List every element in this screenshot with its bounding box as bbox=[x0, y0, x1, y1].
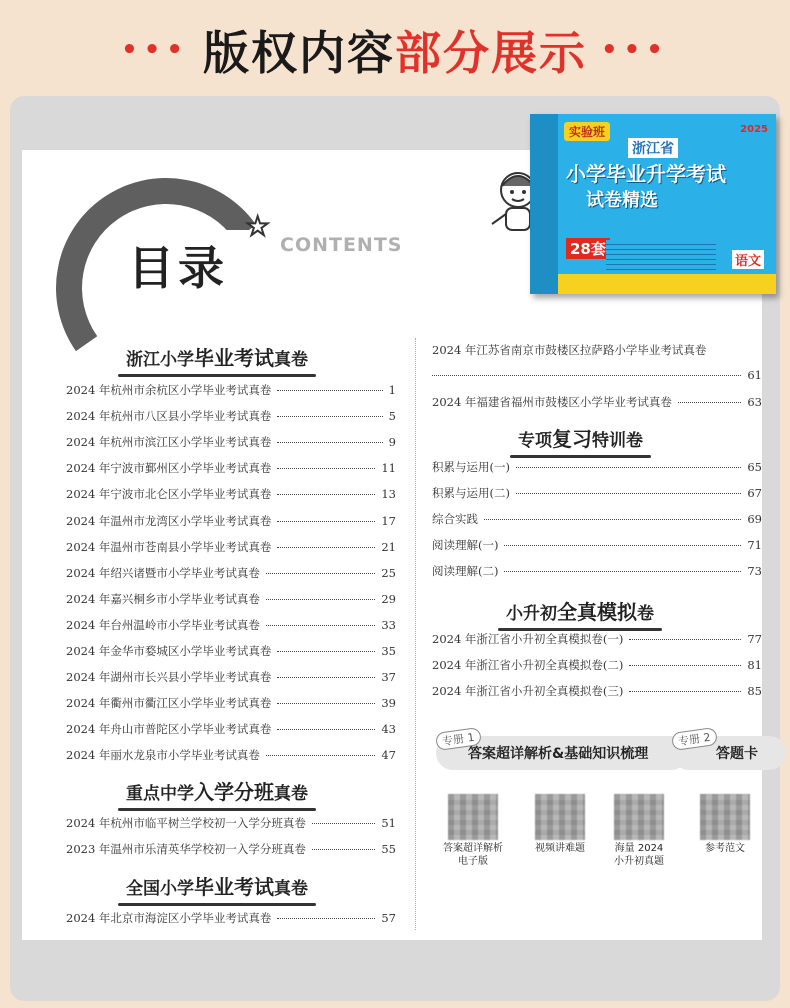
booklet-2-label: 答题卡 bbox=[716, 746, 758, 762]
toc-item[interactable]: 2024 年江苏省南京市鼓楼区拉萨路小学毕业考试真卷 bbox=[432, 343, 707, 357]
toc-item-page: 35 bbox=[381, 644, 396, 658]
column-divider bbox=[415, 338, 416, 930]
toc-item[interactable] bbox=[66, 513, 396, 529]
toc-item[interactable] bbox=[66, 643, 396, 659]
toc-leader-dots bbox=[266, 755, 375, 756]
toc-leader-dots bbox=[266, 599, 375, 600]
qr-code-icon[interactable] bbox=[614, 794, 664, 840]
toc-item-page: 77 bbox=[747, 632, 762, 646]
toc-item-label: 2024 年绍兴诸暨市小学毕业考试真卷 bbox=[66, 565, 260, 580]
toc-leader-dots bbox=[312, 849, 375, 850]
toc-item-label: 2024 年浙江省小升初全真模拟卷(二) bbox=[432, 658, 624, 672]
qr-label: 参考范文 bbox=[705, 843, 745, 854]
toc-leader-dots bbox=[277, 651, 375, 652]
toc-item[interactable]: 2024 年福建省福州市鼓楼区小学毕业考试真卷 63 bbox=[432, 395, 762, 409]
book-subtitle: 试卷精选 bbox=[586, 190, 658, 211]
toc-item-label: 2024 年嘉兴桐乡市小学毕业考试真卷 bbox=[66, 591, 260, 606]
banner-title-black: 版权内容 bbox=[203, 26, 395, 80]
toc-leader-dots bbox=[516, 493, 741, 494]
toc-item-page: 43 bbox=[381, 722, 396, 737]
qr-label: 海量 2024 小升初真题 bbox=[614, 843, 664, 867]
toc-leader-dots bbox=[629, 665, 741, 666]
toc-item[interactable] bbox=[66, 382, 396, 398]
toc-item-label: 阅读理解(一) bbox=[432, 538, 499, 552]
qr-label: 答案超详解析 电子版 bbox=[443, 843, 503, 867]
toc-item[interactable] bbox=[66, 539, 396, 555]
star-icon: ★ bbox=[246, 212, 270, 242]
toc-item[interactable] bbox=[432, 537, 762, 553]
toc-item[interactable] bbox=[432, 485, 762, 501]
toc-item-label: 2024 年浙江省小升初全真模拟卷(一) bbox=[432, 632, 624, 646]
toc-item[interactable] bbox=[66, 591, 396, 607]
toc-item-label: 2024 年温州市龙湾区小学毕业考试真卷 bbox=[66, 513, 272, 528]
toc-leader-dots bbox=[277, 442, 382, 443]
toc-item-page: 1 bbox=[388, 383, 396, 397]
toc-item[interactable] bbox=[66, 910, 396, 926]
toc-item-page: 55 bbox=[381, 842, 396, 856]
section-title-national: 全国小学毕业考试真卷 bbox=[126, 871, 308, 900]
toc-item-page: 57 bbox=[381, 911, 396, 925]
section-title-mock: 小升初全真模拟卷 bbox=[506, 596, 654, 625]
toc-leader-dots bbox=[277, 918, 375, 919]
toc-leader-dots bbox=[484, 519, 741, 520]
toc-item-page: 25 bbox=[381, 565, 396, 580]
toc-item-label: 2024 年杭州市临平树兰学校初一入学分班真卷 bbox=[66, 816, 306, 830]
top-banner bbox=[0, 0, 790, 100]
banner-title-red: 部分展示 bbox=[395, 26, 587, 80]
toc-leader-dots bbox=[504, 571, 741, 572]
toc-leader-dots bbox=[277, 390, 382, 391]
toc-leader-dots bbox=[277, 729, 375, 730]
toc-item-label: 2024 年金华市婺城区小学毕业考试真卷 bbox=[66, 644, 272, 658]
toc-leader-dots bbox=[312, 823, 375, 824]
toc-item-page: 85 bbox=[747, 684, 762, 698]
book-title: 小学毕业升学考试 bbox=[566, 162, 726, 186]
book-count: 28套 bbox=[566, 238, 610, 259]
toc-item-label: 积累与运用(二) bbox=[432, 486, 510, 500]
book-cover bbox=[530, 114, 776, 294]
toc-item[interactable] bbox=[66, 747, 396, 763]
toc-item-label: 2023 年温州市乐清英华学校初一入学分班真卷 bbox=[66, 842, 306, 856]
toc-item-page: 13 bbox=[381, 487, 396, 502]
toc-item-label: 2024 年北京市海淀区小学毕业考试真卷 bbox=[66, 911, 272, 925]
toc-item-page: 69 bbox=[747, 512, 762, 526]
toc-item-page: 51 bbox=[381, 816, 396, 830]
toc-item[interactable] bbox=[432, 459, 762, 475]
qr-label: 视频讲难题 bbox=[535, 843, 585, 854]
qr-code-icon[interactable] bbox=[700, 794, 750, 840]
toc-item[interactable] bbox=[66, 669, 396, 685]
toc-leader-dots bbox=[629, 691, 741, 692]
toc-item-page: 67 bbox=[747, 486, 762, 500]
toc-leader-dots bbox=[266, 573, 375, 574]
toc-item[interactable] bbox=[432, 683, 762, 699]
toc-item-page: 21 bbox=[381, 539, 396, 554]
toc-item[interactable] bbox=[66, 408, 396, 424]
section-title-keypoint: 重点中学入学分班真卷 bbox=[126, 776, 308, 805]
toc-item[interactable] bbox=[66, 565, 396, 581]
toc-item-page: 17 bbox=[381, 513, 396, 528]
book-subject: 语文 bbox=[732, 250, 764, 269]
toc-item-label: 2024 年湖州市长兴县小学毕业考试真卷 bbox=[66, 670, 272, 685]
toc-item-label: 2024 年台州温岭市小学毕业考试真卷 bbox=[66, 617, 260, 632]
book-bottom-band bbox=[558, 274, 776, 294]
toc-item[interactable] bbox=[66, 486, 396, 502]
book-spine bbox=[530, 114, 558, 294]
toc-item-page: 39 bbox=[381, 696, 396, 711]
toc-item-label: 2024 年杭州市八区县小学毕业考试真卷 bbox=[66, 409, 272, 424]
toc-leader-dots bbox=[277, 494, 375, 495]
toc-leader-dots bbox=[277, 416, 382, 417]
toc-heading: 目录 bbox=[128, 241, 228, 295]
book-province: 浙江省 bbox=[628, 138, 678, 158]
toc-item-label: 2024 年浙江省小升初全真模拟卷(三) bbox=[432, 684, 624, 698]
booklet-2-pill bbox=[672, 730, 786, 770]
toc-item-page: 29 bbox=[381, 591, 396, 606]
toc-leader-dots bbox=[504, 545, 741, 546]
qr-code-icon[interactable] bbox=[448, 794, 498, 840]
toc-item-page: 33 bbox=[381, 617, 396, 632]
book-tag: 实验班 bbox=[564, 122, 610, 141]
toc-item-page: 9 bbox=[388, 435, 396, 450]
toc-item-page: 71 bbox=[747, 538, 762, 552]
toc-item[interactable] bbox=[66, 721, 396, 737]
toc-item-label: 2024 年宁波市鄞州区小学毕业考试真卷 bbox=[66, 461, 272, 476]
section-title-special: 专项复习特训卷 bbox=[518, 423, 643, 452]
contents-label: CONTENTS bbox=[280, 234, 403, 256]
toc-item-label: 2024 年宁波市北仑区小学毕业考试真卷 bbox=[66, 487, 272, 502]
toc-item[interactable] bbox=[432, 563, 762, 579]
banner-dots-left: ••• bbox=[121, 35, 189, 65]
toc-item-continuation[interactable]: 61 bbox=[432, 368, 762, 384]
toc-leader-dots bbox=[277, 677, 375, 678]
toc-item[interactable] bbox=[66, 841, 396, 857]
toc-item[interactable] bbox=[432, 657, 762, 673]
toc-leader-dots bbox=[277, 703, 375, 704]
booklet-1-tag: 专册 1 bbox=[435, 727, 482, 751]
toc-item-label: 2024 年衢州市衢江区小学毕业考试真卷 bbox=[66, 696, 272, 711]
toc-item-page: 47 bbox=[381, 748, 396, 763]
toc-leader-dots bbox=[277, 468, 375, 469]
toc-leader-dots bbox=[266, 625, 375, 626]
section-title-zhejiang: 浙江小学毕业考试真卷 bbox=[126, 342, 308, 371]
toc-item-label: 2024 年杭州市滨江区小学毕业考试真卷 bbox=[66, 435, 272, 450]
toc-leader-dots bbox=[277, 521, 375, 522]
toc-item-page: 11 bbox=[381, 461, 396, 476]
toc-item-label: 2024 年丽水龙泉市小学毕业考试真卷 bbox=[66, 748, 260, 763]
booklet-2-tag: 专册 2 bbox=[671, 727, 718, 751]
toc-item-page: 65 bbox=[747, 460, 762, 474]
toc-item[interactable] bbox=[66, 434, 396, 450]
toc-item[interactable] bbox=[432, 511, 762, 527]
toc-item-label: 2024 年舟山市普陀区小学毕业考试真卷 bbox=[66, 722, 272, 737]
booklet-1-pill bbox=[436, 730, 688, 770]
book-text-lines bbox=[606, 240, 716, 270]
toc-item-label: 积累与运用(一) bbox=[432, 460, 510, 474]
toc-leader-dots bbox=[277, 547, 375, 548]
toc-leader-dots bbox=[516, 467, 741, 468]
banner-dots-right: ••• bbox=[601, 35, 669, 65]
toc-item-label: 2024 年温州市苍南县小学毕业考试真卷 bbox=[66, 539, 272, 554]
toc-item-page: 37 bbox=[381, 670, 396, 685]
toc-leader-dots bbox=[629, 639, 741, 640]
toc-item[interactable] bbox=[66, 460, 396, 476]
toc-item[interactable] bbox=[432, 631, 762, 647]
qr-code-icon[interactable] bbox=[535, 794, 585, 840]
toc-item-label: 阅读理解(二) bbox=[432, 564, 499, 578]
toc-item-label: 综合实践 bbox=[432, 512, 478, 526]
toc-item[interactable] bbox=[66, 695, 396, 711]
toc-item-page: 5 bbox=[388, 409, 396, 424]
toc-item-page: 81 bbox=[747, 658, 762, 672]
toc-item-page: 73 bbox=[747, 564, 762, 578]
booklet-1-label: 答案超详解析&基础知识梳理 bbox=[468, 746, 649, 762]
toc-item-label: 2024 年杭州市余杭区小学毕业考试真卷 bbox=[66, 383, 272, 397]
toc-item[interactable] bbox=[66, 617, 396, 633]
book-year: 2025 bbox=[740, 124, 768, 135]
toc-item[interactable] bbox=[66, 815, 396, 831]
